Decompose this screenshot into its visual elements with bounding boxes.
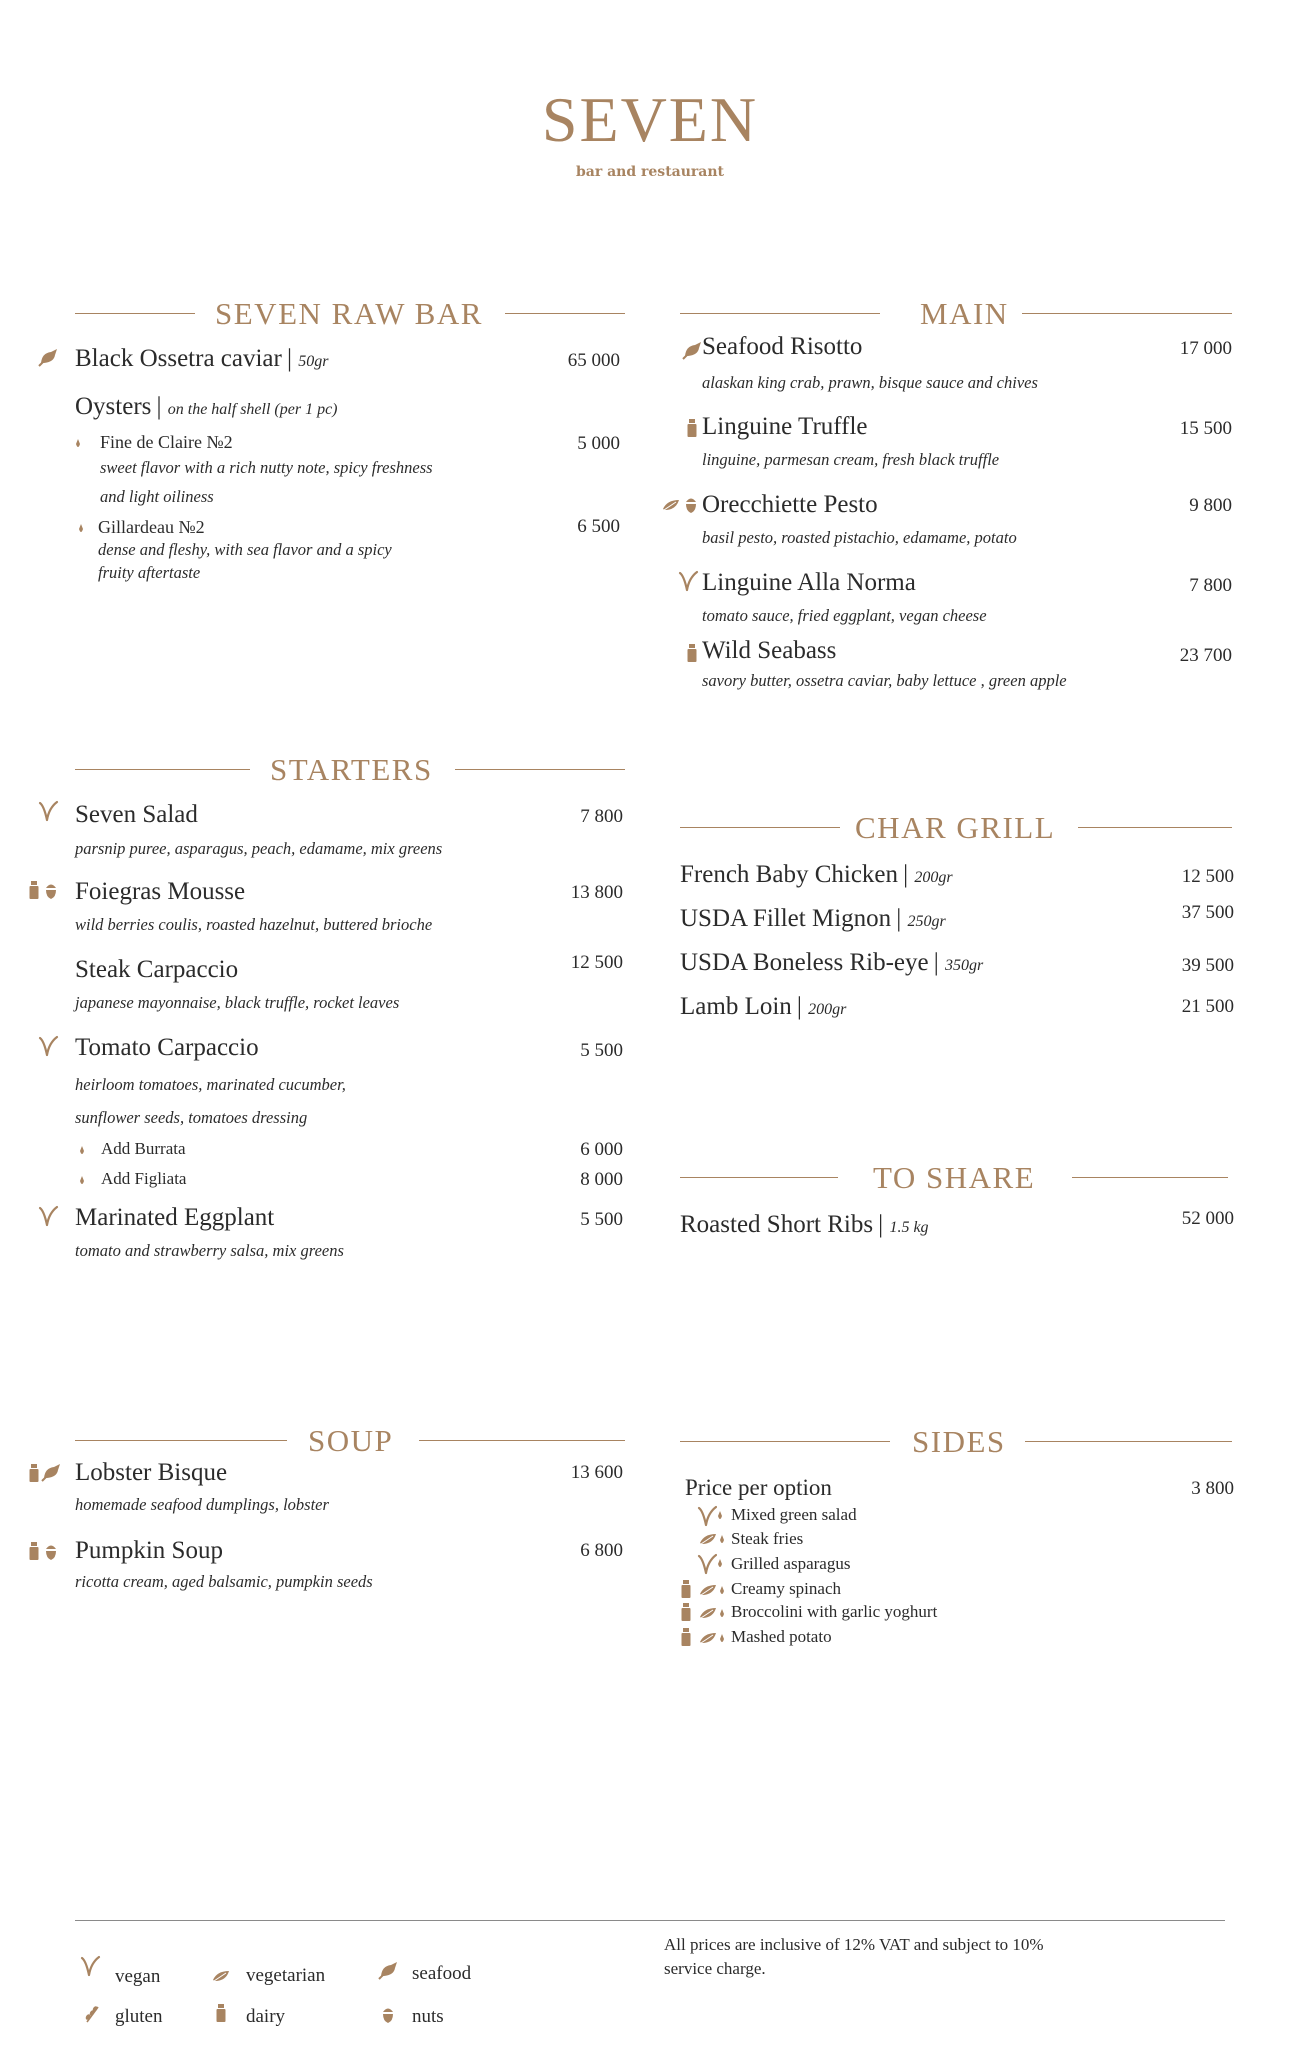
sides-label: Price per option xyxy=(685,1475,832,1500)
side-item: Grilled asparagus xyxy=(731,1554,851,1573)
item-desc: ricotta cream, aged balsamic, pumpkin seeds xyxy=(75,1572,373,1591)
item-price: 15 500 xyxy=(1179,418,1232,439)
oyster-price: 6 500 xyxy=(577,516,620,537)
oyster-desc: fruity aftertaste xyxy=(98,563,201,582)
item-name: Roasted Short Ribs xyxy=(680,1211,874,1238)
vegan-icon xyxy=(38,800,60,822)
item-price: 5 500 xyxy=(580,1040,623,1061)
item-portion: on the half shell (per 1 pc) xyxy=(167,401,338,418)
seafood-icon xyxy=(38,347,60,369)
brand-wordmark: SEVEN xyxy=(541,84,759,155)
drop-icon xyxy=(79,1145,85,1155)
section-header-starters xyxy=(75,750,625,790)
item-name: Lobster Bisque xyxy=(75,1459,228,1486)
item-desc: basil pesto, roasted pistachio, edamame, potato xyxy=(702,528,1017,547)
nuts-icon xyxy=(684,494,698,514)
item-desc: homemade seafood dumplings, lobster xyxy=(75,1495,329,1514)
item-name: Pumpkin Soup xyxy=(75,1537,223,1564)
item-name: Wild Seabass xyxy=(702,637,837,664)
oyster-name: Fine de Claire №2 xyxy=(100,432,233,452)
vegan-icon xyxy=(697,1553,717,1575)
item-price: 13 600 xyxy=(570,1462,623,1483)
gluten-icon xyxy=(84,2003,102,2025)
nuts-icon xyxy=(381,2004,395,2024)
legend-nuts: nuts xyxy=(412,2006,444,2027)
item-price: 13 800 xyxy=(570,882,623,903)
drop-icon xyxy=(719,1585,725,1595)
item-name: USDA Fillet Mignon xyxy=(680,905,892,932)
dairy-icon xyxy=(680,1602,692,1622)
item-desc: heirloom tomatoes, marinated cucumber, xyxy=(75,1075,346,1094)
menu-item-short-ribs: Roasted Short Ribs | 1.5 kg xyxy=(680,1211,929,1238)
vegetarian-icon xyxy=(699,1630,717,1646)
vegetarian-icon xyxy=(699,1605,717,1621)
item-price: 23 700 xyxy=(1179,645,1232,666)
item-price: 39 500 xyxy=(1181,955,1234,976)
section-header-main xyxy=(680,294,1232,334)
item-name: French Baby Chicken xyxy=(680,861,899,888)
side-item: Steak fries xyxy=(731,1529,804,1548)
section-title: TO SHARE xyxy=(873,1160,1036,1195)
side-item: Mixed green salad xyxy=(731,1505,857,1524)
item-portion: 350gr xyxy=(944,957,984,974)
oyster-price: 5 000 xyxy=(577,433,620,454)
item-name: Tomato Carpaccio xyxy=(75,1034,259,1061)
item-desc: tomato and strawberry salsa, mix greens xyxy=(75,1241,344,1260)
menu-item-grill: French Baby Chicken | 200gr xyxy=(680,861,953,888)
oyster-desc: dense and fleshy, with sea flavor and a spicy xyxy=(98,540,392,559)
item-desc: japanese mayonnaise, black truffle, rocket leaves xyxy=(75,993,400,1012)
dairy-icon xyxy=(215,2003,227,2023)
drop-icon xyxy=(78,523,84,533)
item-name: USDA Boneless Rib-eye xyxy=(680,949,929,976)
drop-icon xyxy=(719,1608,725,1618)
item-portion: 200gr xyxy=(808,1001,847,1018)
addon-price: 8 000 xyxy=(580,1169,623,1190)
vegan-icon xyxy=(678,570,700,592)
legend-dairy: dairy xyxy=(246,2006,286,2027)
oyster-name: Gillardeau №2 xyxy=(98,517,205,537)
item-price: 12 500 xyxy=(1181,866,1234,887)
item-desc: sunflower seeds, tomatoes dressing xyxy=(75,1108,308,1127)
section-header-soup xyxy=(75,1421,625,1461)
vegan-icon xyxy=(80,1955,102,1979)
item-desc: alaskan king crab, prawn, bisque sauce and chives xyxy=(702,373,1038,392)
vegetarian-icon xyxy=(699,1531,717,1547)
side-item: Mashed potato xyxy=(731,1627,832,1646)
vat-note: All prices are inclusive of 12% VAT and subject to 10% service charge. xyxy=(664,1935,1044,1978)
nuts-icon xyxy=(44,1541,58,1561)
seafood-icon xyxy=(378,1960,400,1982)
item-portion: 200gr xyxy=(914,869,953,886)
item-name: Seven Salad xyxy=(75,801,198,828)
addon-name: Add Figliata xyxy=(101,1169,187,1188)
item-portion: 1.5 kg xyxy=(889,1219,929,1236)
section-title: CHAR GRILL xyxy=(855,810,1056,845)
item-desc: savory butter, ossetra caviar, baby lettuce , green apple xyxy=(702,671,1067,690)
item-name: Linguine Truffle xyxy=(702,413,868,440)
item-price: 17 000 xyxy=(1179,338,1232,359)
section-title: SIDES xyxy=(912,1424,1006,1459)
drop-icon xyxy=(717,1510,723,1520)
drop-icon xyxy=(717,1558,723,1568)
drop-icon xyxy=(719,1633,725,1643)
oyster-desc: sweet flavor with a rich nutty note, spicy freshness xyxy=(100,458,433,477)
vegetarian-icon xyxy=(699,1582,717,1598)
legend-gluten: gluten xyxy=(115,2006,163,2027)
item-portion: 50gr xyxy=(298,353,329,370)
item-desc: parsnip puree, asparagus, peach, edamame, mix greens xyxy=(75,839,443,858)
brand-tagline: bar and restaurant xyxy=(576,164,724,180)
section-title: MAIN xyxy=(920,296,1009,331)
item-price: 37 500 xyxy=(1181,902,1234,923)
vegetarian-icon xyxy=(212,1968,230,1984)
side-item: Broccolini with garlic yoghurt xyxy=(731,1602,938,1621)
legend-vegan: vegan xyxy=(115,1966,161,1987)
section-title: SEVEN RAW BAR xyxy=(215,296,483,331)
item-portion: 250gr xyxy=(907,913,946,930)
dairy-icon xyxy=(680,1579,692,1599)
drop-icon xyxy=(79,1175,85,1185)
item-name: Orecchiette Pesto xyxy=(702,491,878,518)
dairy-icon xyxy=(28,1463,40,1483)
section-header-char-grill xyxy=(680,808,1232,848)
dairy-icon xyxy=(680,1627,692,1647)
section-header-to-share xyxy=(680,1158,1228,1198)
item-price: 7 800 xyxy=(580,806,623,827)
drop-icon xyxy=(719,1534,725,1544)
addon-price: 6 000 xyxy=(580,1139,623,1160)
nuts-icon xyxy=(44,880,58,900)
legend-vegetarian: vegetarian xyxy=(246,1965,326,1986)
vegetarian-icon xyxy=(662,497,680,513)
item-name: Black Ossetra caviar xyxy=(75,345,282,372)
item-name: Oysters xyxy=(75,393,152,420)
item-price: 6 800 xyxy=(580,1540,623,1561)
dairy-icon xyxy=(686,418,698,438)
seafood-icon xyxy=(41,1462,63,1484)
item-price: 5 500 xyxy=(580,1209,623,1230)
item-desc: linguine, parmesan cream, fresh black truffle xyxy=(702,450,1000,469)
menu-item-grill: USDA Fillet Mignon | 250gr xyxy=(680,905,946,932)
menu-item-grill: USDA Boneless Rib-eye | 350gr xyxy=(680,949,984,976)
item-price: 52 000 xyxy=(1181,1208,1234,1229)
side-item: Creamy spinach xyxy=(731,1579,841,1598)
sides-price: 3 800 xyxy=(1191,1478,1234,1499)
menu-item-oysters: Oysters | on the half shell (per 1 pc) xyxy=(75,393,338,420)
item-name: Steak Carpaccio xyxy=(75,956,239,983)
logo xyxy=(0,84,1300,180)
section-header-sides xyxy=(680,1422,1232,1462)
item-name: Linguine Alla Norma xyxy=(702,569,916,596)
item-desc: tomato sauce, fried eggplant, vegan cheese xyxy=(702,606,987,625)
section-title: STARTERS xyxy=(270,752,433,787)
item-name: Foiegras Mousse xyxy=(75,878,246,905)
legend-seafood: seafood xyxy=(412,1963,472,1984)
item-price: 9 800 xyxy=(1189,495,1232,516)
vegan-icon xyxy=(697,1505,717,1527)
vegan-icon xyxy=(38,1035,60,1057)
item-price: 7 800 xyxy=(1189,575,1232,596)
section-header-raw-bar xyxy=(75,294,625,334)
addon-name: Add Burrata xyxy=(101,1139,186,1158)
menu-item-caviar: Black Ossetra caviar | 50gr xyxy=(75,345,329,372)
seafood-icon xyxy=(682,340,704,362)
vegan-icon xyxy=(38,1205,60,1227)
dairy-icon xyxy=(28,880,40,900)
item-name: Marinated Eggplant xyxy=(75,1204,275,1231)
section-title: SOUP xyxy=(308,1423,394,1458)
dairy-icon xyxy=(686,643,698,663)
menu-item-grill: Lamb Loin | 200gr xyxy=(680,993,847,1020)
footer-divider xyxy=(75,1920,1225,1921)
item-price: 65 000 xyxy=(567,350,620,371)
item-price: 21 500 xyxy=(1181,996,1234,1017)
drop-icon xyxy=(75,438,81,448)
oyster-desc: and light oiliness xyxy=(100,487,214,506)
item-price: 12 500 xyxy=(570,952,623,973)
item-desc: wild berries coulis, roasted hazelnut, buttered brioche xyxy=(75,915,433,934)
item-name: Lamb Loin xyxy=(680,993,792,1020)
dairy-icon xyxy=(28,1541,40,1561)
item-name: Seafood Risotto xyxy=(702,333,863,360)
